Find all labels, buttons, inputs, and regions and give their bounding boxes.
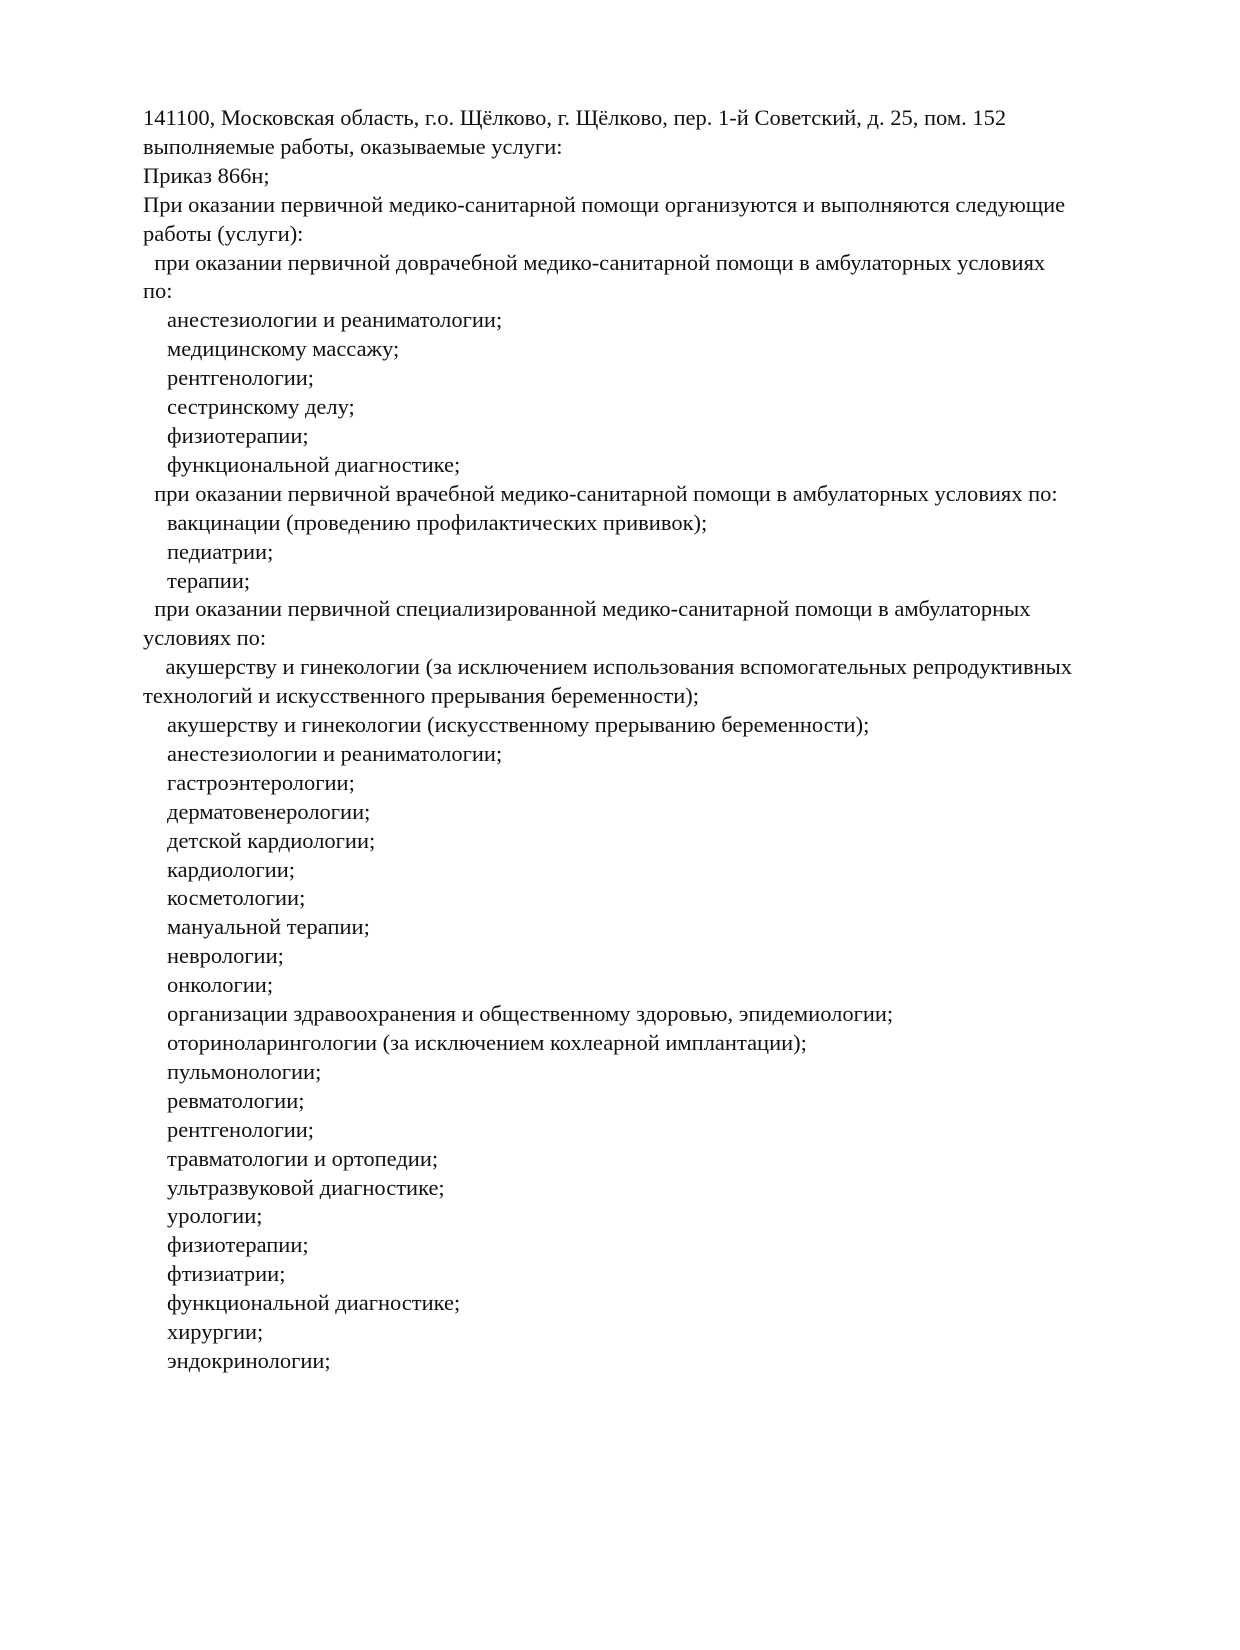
list-item: ревматологии;: [167, 1087, 305, 1113]
list-item-long-line-1: акушерству и гинекологии (за исключением использования вспомогательных репродуктивных: [143, 654, 1073, 680]
section-heading: при оказании первичной врачебной медико-санитарной помощи в амбулаторных условиях по:: [143, 480, 1058, 506]
list-item: детской кардиологии;: [167, 827, 376, 853]
section-heading-continued: по:: [143, 278, 173, 304]
list-item: физиотерапии;: [167, 1232, 309, 1258]
intro-paragraph-line-1: При оказании первичной медико-санитарной помощи организуются и выполняются следующие: [143, 191, 1066, 217]
list-item: анестезиологии и реаниматологии;: [167, 740, 503, 766]
list-item: фтизиатрии;: [167, 1261, 286, 1287]
intro-paragraph-line-2: работы (услуги):: [143, 220, 304, 246]
list-item: ультразвуковой диагностике;: [167, 1174, 445, 1200]
list-item: анестезиологии и реаниматологии;: [167, 307, 503, 333]
list-item: акушерству и гинекологии (искусственному прерыванию беременности);: [167, 712, 870, 738]
works-heading: выполняемые работы, оказываемые услуги:: [143, 133, 563, 159]
list-item: функциональной диагностике;: [167, 1290, 461, 1316]
list-item: физиотерапии;: [167, 422, 309, 448]
list-item: травматологии и ортопедии;: [167, 1145, 439, 1171]
list-item: пульмонологии;: [167, 1058, 322, 1084]
list-item: оториноларингологии (за исключением кохлеарной имплантации);: [167, 1030, 807, 1055]
list-item: онкологии;: [167, 972, 274, 998]
document-page: [143, 104, 1153, 1376]
list-item-long-line-2: технологий и искусственного прерывания беременности);: [143, 683, 700, 709]
list-item: организации здравоохранения и общественному здоровью, эпидемиологии;: [167, 1001, 894, 1027]
list-item: хирургии;: [167, 1319, 264, 1345]
list-item: сестринскому делу;: [167, 394, 355, 420]
list-item: педиатрии;: [167, 538, 274, 564]
section-heading: при оказании первичной доврачебной медико-санитарной помощи в амбулаторных условиях: [143, 249, 1046, 275]
list-item: мануальной терапии;: [167, 914, 370, 940]
list-item: медицинскому массажу;: [167, 336, 400, 362]
list-item: рентгенологии;: [167, 365, 315, 391]
list-item: терапии;: [167, 567, 251, 593]
order-reference: Приказ 866н;: [143, 162, 270, 188]
section-heading-continued: условиях по:: [143, 625, 267, 651]
list-item: эндокринологии;: [167, 1347, 331, 1373]
list-item: кардиологии;: [167, 856, 296, 882]
list-item: рентгенологии;: [167, 1116, 315, 1142]
list-item: функциональной диагностике;: [167, 451, 461, 477]
list-item: дерматовенерологии;: [167, 798, 371, 824]
address-line: 141100, Московская область, г.о. Щёлково, г. Щёлково, пер. 1-й Советский, д. 25, пом. 152: [143, 105, 1007, 130]
list-item: урологии;: [167, 1203, 263, 1229]
list-item: косметологии;: [167, 885, 306, 911]
list-item: гастроэнтерологии;: [167, 769, 355, 795]
list-item: неврологии;: [167, 943, 284, 969]
list-item: вакцинации (проведению профилактических прививок);: [167, 509, 708, 535]
section-heading: при оказании первичной специализированной медико-санитарной помощи в амбулаторных: [143, 596, 1031, 622]
